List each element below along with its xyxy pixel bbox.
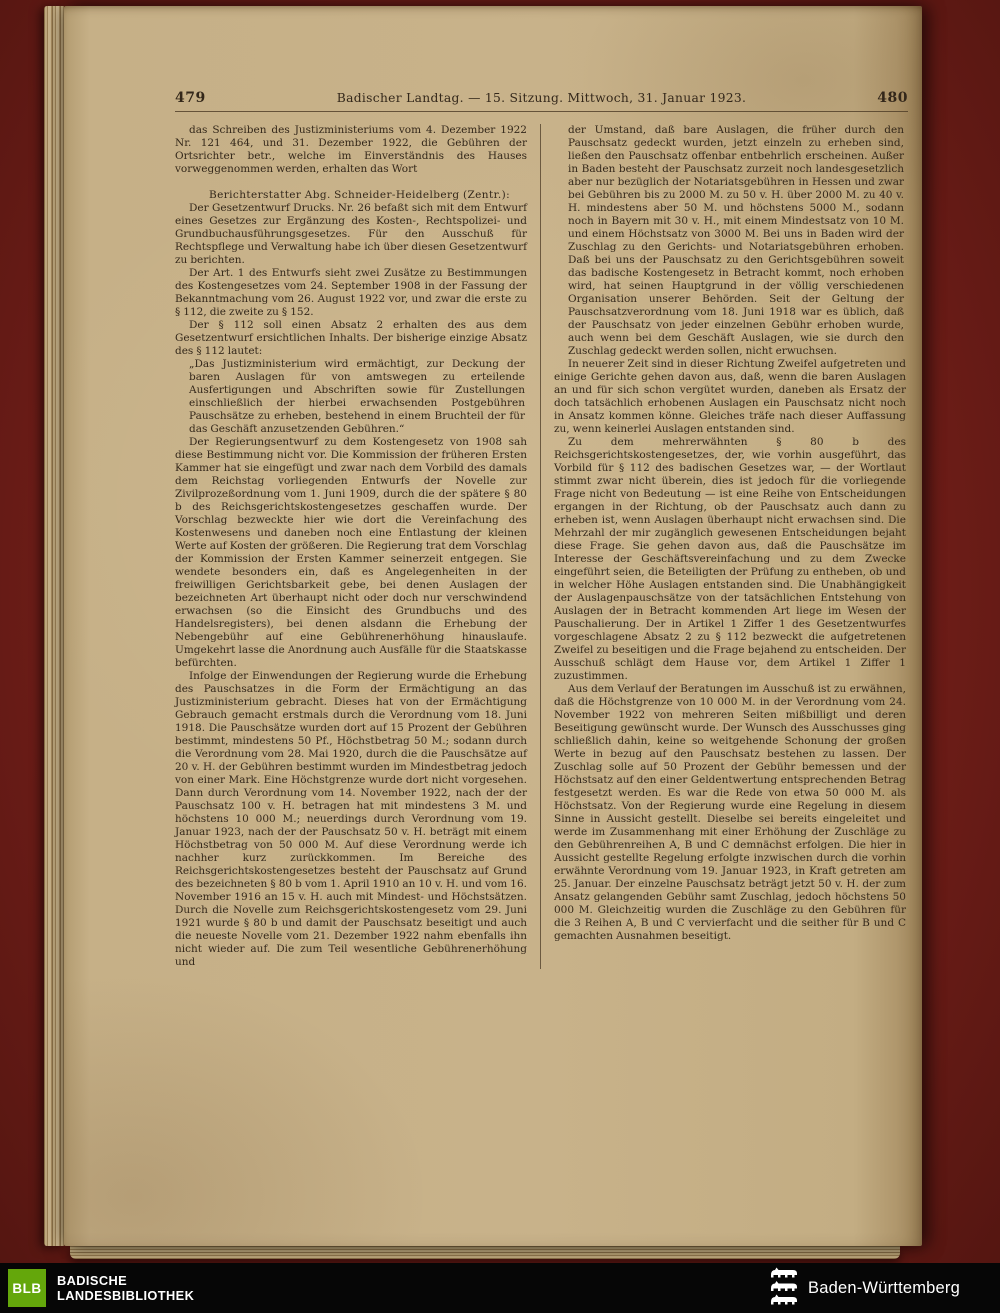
header-rule — [175, 111, 908, 112]
page-header-title: Badischer Landtag. — 15. Sitzung. Mittwoch, 31. Januar 1923. — [336, 91, 747, 105]
text-column-right — [554, 124, 906, 969]
library-name-line2: LANDESBIBLIOTHEK — [57, 1288, 195, 1303]
library-name — [57, 1273, 194, 1304]
paragraph: Der Art. 1 des Entwurfs sieht zwei Zusätze zu Bestimmungen des Kostengesetzes vom 24. September 1908 in der Fassung der Bekanntmachung vom 26. August 1922 vor, und zwar die erste zu § 112, die zweite zu § 152. — [175, 267, 527, 318]
blb-logo: BLB — [8, 1269, 46, 1307]
paragraph: Der Regierungsentwurf zu dem Kostengesetz von 1908 sah diese Bestimmung nicht vor. Die Kommission der früheren Ersten Kammer hat sie eingefügt und zwar nach dem Vorbild des damals dem Reichstag vorliegenden Entwurfs der Novelle zur Zivilprozeßordnung vom 1. Juni 1909, durch die der spätere § 80 b des Reichsgerichtskostengesetzes geschaffen wurde. Der Vorschlag bezweckte hier wie dort die Vereinfachung des Kostenwesens und daneben noch eine Entlastung der kleinen Werte auf Kosten der größeren. Die Regierung trat dem Vorschlag der Kommission der Ersten Kammer seinerzeit entgegen. Sie wendete besonders ein, daß es Angelegenheiten in der freiwilligen Gerichtsbarkeit gebe, bei denen Auslagen der bezeichneten Art überhaupt nicht oder doch nur verschwindend erwachsen (so die Einsicht des Grundbuchs und des Handelsregisters), bei denen alsdann die Erhebung der Nebengebühr auf eine Gebührenerhöhung hinauslaufe. Umgekehrt lasse die Anordnung auch Ausfälle für die Staatskasse befürchten. — [175, 436, 527, 669]
text-columns — [175, 124, 908, 969]
paragraph: Der Gesetzentwurf Drucks. Nr. 26 befaßt sich mit dem Entwurf eines Gesetzes zur Ergänzung des Kosten-, Rechtspolizei- und Grundbuchausführungsgesetzes. Für den Ausschuß für Rechtspflege und Verwaltung habe ich über diesen Gesetzentwurf zu berichten. — [175, 202, 527, 266]
paragraph: das Schreiben des Justizministeriums vom 4. Dezember 1922 Nr. 121 464, und 31. Dezember 1922, die Gebühren der Ortsrichter betr., welche im Einverständnis des Hauses vorweggenommen werden, erhalten das Wort — [175, 124, 527, 175]
footer-bar — [0, 1263, 1000, 1313]
scanned-page — [64, 6, 922, 1246]
paragraph: der Umstand, daß bare Auslagen, die früher durch den Pauschsatz gedeckt wurden, jetzt einzeln zu erheben sind, ließen den Pauschsatz offenbar entbehrlich erscheinen. Außer in Baden besteht der Pauschsatz zurzeit noch landesgesetzlich aber nur bezüglich der Notariatsgebühren in Hessen und zwar bei Gebühren bis zu 2000 M. zu 50 v. H. über 2000 M. zu 40 v. H. mindestens aber 50 M. und höchstens 5000 M., sodann noch in Bayern mit 30 v. H., mit einem Mindestsatz von 10 M. und einem Höchstsatz von 3000 M. Bei uns in Baden wird der Zuschlag zu den Gerichts- und Notariatsgebühren erhoben. Daß bei uns der Pauschsatz zu den Gerichtsgebühren soweit das badische Kostengesetz in Betracht kommt, noch erhoben wird, hat seinen Hauptgrund in der völlig verschiedenen Organisation unserer Behörden. Seit der Geltung der Pauschsatzverordnung vom 18. Juni 1918 war es üblich, daß der Pauschsatz von jeder einzelnen Gebühr erhoben wurde, auch wenn bei dem Geschäft Auslagen, wie sie durch den Zuschlag gedeckt werden sollen, nicht erwuchsen. — [568, 124, 904, 357]
page-number-left: 479 — [175, 90, 206, 106]
paragraph: „Das Justizministerium wird ermächtigt, zur Deckung der baren Auslagen für von amtswegen zu erteilende Ausfertigungen und Abschriften sowie für Zustellungen einschließlich der hierbei erwachsenden Postgebühren Pauschsätze zu erheben, bestehend in einem Bruchteil der für das Geschäft anzusetzenden Gebühren.“ — [189, 358, 525, 435]
state-name: Baden-Württemberg — [808, 1278, 960, 1297]
library-name-line1: BADISCHE — [57, 1272, 128, 1288]
paragraph: Aus dem Verlauf der Beratungen im Ausschuß ist zu erwähnen, daß die Höchstgrenze von 10 000 M. in der Verordnung vom 24. November 1922 von mehreren Seiten mißbilligt und deren Beseitigung gewünscht wurde. Der Wunsch des Ausschusses ging schließlich dahin, keine so weitgehende Schonung der großen Werte in bezug auf den Pauschsatz bestehen zu lassen. Der Zuschlag solle auf 50 Prozent der Gebühr bemessen und der Höchstsatz auf den einer Geldentwertung entsprechenden Betrag festgesetzt werden. Es war die Rede von etwa 50 000 M. als Höchstsatz. Von der Regierung wurde eine Regelung in diesem Sinne in Aussicht gestellt. Dieselbe sei bereits eingeleitet und werde im Zusammenhang mit einer Erhöhung der Zuschläge zu den Gebührenreihen A, B und C demnächst erfolgen. Die hier in Aussicht gestellte Regelung erfolgte inzwischen durch die vorhin erwähnte Verordnung vom 19. Januar 1923, in Kraft getreten am 25. Januar. Der einzelne Pauschsatz beträgt jetzt 50 v. H. der zum Ansatz gelangenden Gebühr samt Zuschlag, jedoch höchstens 50 000 M. Gleichzeitig wurden die Zuschläge zu den Gebühren für die 3 Reihen A, B und C vervierfacht und die seither für B und C gemachten Ausnahmen beseitigt. — [554, 683, 906, 942]
page-header — [175, 90, 908, 106]
page-number-right: 480 — [877, 90, 908, 106]
paragraph: In neuerer Zeit sind in dieser Richtung Zweifel aufgetreten und einige Gerichte gehen davon aus, daß, wenn die baren Auslagen an und für sich schon vergütet wurden, daneben als Ersatz der doch tatsächlich erhobenen Auslagen ein Pauschsatz nicht noch in Ansatz kommen könne. Gleiches träfe nach dieser Auffassung zu, wenn keinerlei Auslagen entstanden sind. — [554, 358, 906, 435]
paragraph: Berichterstatter Abg. Schneider-Heidelberg (Zentr.): — [209, 189, 511, 201]
paragraph: Infolge der Einwendungen der Regierung wurde die Erhebung des Pauschsatzes in die Form der Ermächtigung an das Justizministerium gebracht. Dieses hat von der Ermächtigung Gebrauch gemacht erstmals durch die Verordnung vom 18. Juni 1918. Die Pauschsätze wurden dort auf 15 Prozent der Gebühren bestimmt, mindestens 50 Pf., Höchstbetrag 50 M.; sodann durch die Verordnung vom 28. Mai 1920, durch die die Pauschsätze auf 20 v. H. der Gebühren bestimmt wurden im Mindestbetrag jedoch von einer Mark. Eine Höchstgrenze wurde dort nicht vorgesehen. Dann durch Verordnung vom 14. November 1922, nach der der Pauschsatz 100 v. H. betragen hat mit mindestens 3 M. und höchstens 10 000 M.; neuerdings durch Verordnung vom 19. Januar 1923, nach der der Pauschsatz 50 v. H. beträgt mit einem Höchstbetrag von 50 000 M. Auf diese Verordnung werde ich nachher kurz zurückkommen. Im Bereiche des Reichsgerichtskostengesetzes besteht der Pauschsatz auf Grund des bezeichneten § 80 b vom 1. April 1910 an 10 v. H. und vom 16. November 1916 an 15 v. H. auch mit Mindest- und Höchstsätzen. Durch die Novelle zum Reichsgerichtskostengesetz vom 29. Juni 1921 wurde § 80 b und damit der Pauschsatz beseitigt und auch die neueste Novelle vom 21. Dezember 1922 nahm ebenfalls ihn nicht wieder auf. Die zum Teil wesentliche Gebührenerhöhung und — [175, 670, 527, 968]
page-stack-edge-bottom — [70, 1246, 900, 1259]
text-column-left — [175, 124, 527, 969]
page-stack-edge-left — [44, 6, 64, 1246]
paragraph: Der § 112 soll einen Absatz 2 erhalten des aus dem Gesetzentwurf ersichtlichen Inhalts. Der bisherige einzige Absatz des § 112 lautet: — [175, 319, 527, 357]
paragraph: Zu dem mehrerwähnten § 80 b des Reichsgerichtskostengesetzes, der, wie vorhin ausgeführt, das Vorbild für § 112 des badischen Gesetzes war, — der Wortlaut stimmt zwar nicht überein, dies ist jedoch für die vorliegende Frage nicht von Bedeutung — ist eine Reihe von Entscheidungen ergangen in der Richtung, ob der Pauschsatz auch dann zu erheben ist, wenn Auslagen überhaupt nicht erwachsen sind. Die Mehrzahl der mir zugänglich gewesenen Entscheidungen bejaht diese Frage. Sie gehen davon aus, daß die Pauschsätze im Interesse der Geschäftsvereinfachung und zu dem Zwecke eingeführt seien, die Beteiligten der Prüfung zu entheben, ob und in welcher Höhe Auslagen entstanden sind. Die Unabhängigkeit der Auslagenpauschsätze von der tatsächlichen Entstehung von Auslagen der in Betracht kommenden Art liege im Wesen der Pauschalierung. Der in Artikel 1 Ziffer 1 des Gesetzentwurfes vorgeschlagene Absatz 2 zu § 112 bezweckt die aufgetretenen Zweifel zu beseitigen und die Frage bejahend zu entscheiden. Der Ausschuß schlägt dem Hause vor, dem Artikel 1 Ziffer 1 zuzustimmen. — [554, 436, 906, 682]
page-content — [175, 90, 908, 969]
column-divider — [540, 124, 541, 969]
coat-of-arms-icon — [769, 1266, 799, 1311]
